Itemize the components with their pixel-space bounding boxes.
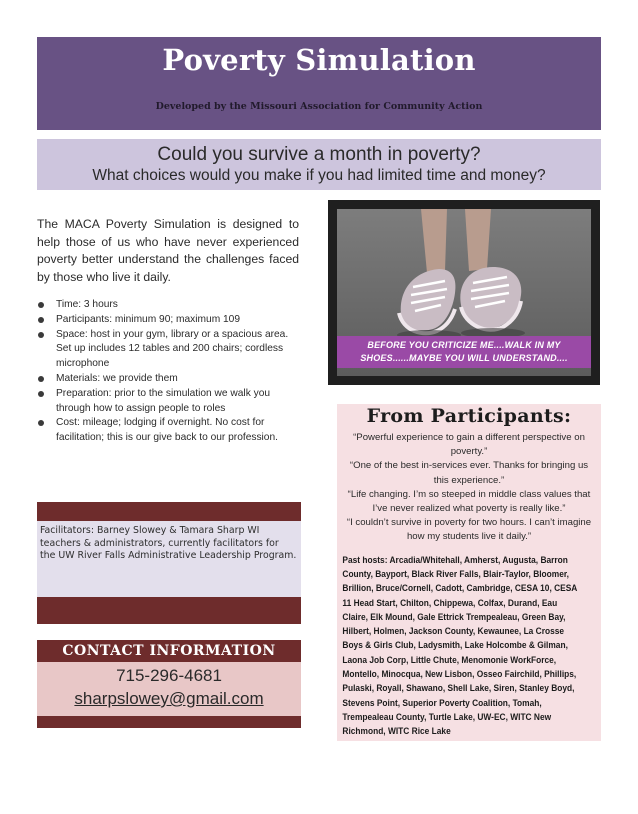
sneakers-photo [337, 209, 591, 376]
list-item: Participants: minimum 90; maximum 109 [37, 313, 305, 328]
contact-phone: 715-296-4681 [116, 666, 222, 685]
details-list [37, 298, 305, 446]
quote: “I couldn’t survive in poverty for two hours. I can’t imagine how my students live it daily.” [346, 517, 592, 543]
contact-bottom-bar [37, 716, 301, 728]
question-line-1: Could you survive a month in poverty? [157, 144, 481, 165]
facilitators-top-bar [37, 502, 301, 521]
contact-box [37, 640, 301, 728]
intro-paragraph: The MACA Poverty Simulation is designed to help those of us who have never experienced poverty better understand the challenges faced by those who live it daily. [37, 217, 299, 284]
list-item: Preparation: prior to the simulation we walk you through how to assign people to roles [37, 387, 305, 417]
contact-heading: CONTACT INFORMATION [37, 640, 301, 662]
participants-title: From Participants: [366, 405, 572, 427]
header-band [37, 37, 601, 130]
contact-email-link[interactable]: sharpslowey@gmail.com [74, 689, 264, 708]
page-title: Poverty Simulation [162, 43, 476, 77]
question-line-2: What choices would you make if you had limited time and money? [92, 167, 546, 184]
list-item: Materials: we provide them [37, 372, 305, 387]
list-item: Space: host in your gym, library or a spacious area. Set up includes 12 tables and 200 chairs; cordless microphone [37, 328, 305, 372]
photo-caption-line-1: BEFORE YOU CRITICIZE ME....WALK IN MY [367, 340, 561, 350]
quote: “One of the best in-services ever. Thanks for bringing us this experience.” [349, 460, 589, 486]
list-item: Time: 3 hours [37, 298, 305, 313]
facilitators-bottom-bar [37, 597, 301, 624]
photo-caption-line-2: SHOES......MAYBE YOU WILL UNDERSTAND.... [360, 353, 568, 363]
photo-frame [328, 200, 600, 385]
facilitators-box: Facilitators: Barney Slowey & Tamara Sharp WI teachers & administrators, currently facilitators for the UW River Falls Administrative Leadership Program. [37, 521, 301, 597]
quote: “Powerful experience to gain a different perspective on poverty.” [353, 432, 585, 458]
photo-caption [337, 336, 591, 368]
list-item: Cost: mileage; lodging if overnight. No cost for facilitation; this is our give back to our profession. [37, 416, 305, 446]
past-hosts: Past hosts: Arcadia/Whitehall, Amherst, Augusta, Barron County, Bayport, Black River Falls, Blair-Taylor, Bloomer, Brillion, Bruce/Cornell, Cadott, Cambridge, CESA 10, CESA 11 Head Start, Chilton, Chippewa, Colfax, Durand, Eau Claire, Elk Mound, Gale Ettrick Trempealeau, Green Bay, Hilbert, Holmen, Jackson County, Kewaunee, La Crosse Boys & Girls Club, Ladysmith, Lake Holcombe & Gilman, Laona Job Corp, Little Chute, Menomonie WorkForce, Montello, Minocqua, New Lisbon, Osseo Fairchild, Phillips, Pulaski, Royall, Shawano, Shell Lake, Siren, Stanley Boyd, Stevens Point, Superior Poverty Coalition, Tomah, Trempealeau County, Turtle Lake, UW-EC, WITC New Richmond, WITC Rice Lake [342, 554, 578, 737]
quote: “Life changing. I’m so steeped in middle class values that I’ve never realized what poverty is really like.” [347, 488, 591, 515]
page-subtitle: Developed by the Missouri Association for Community Action [155, 101, 483, 112]
question-band [37, 139, 601, 190]
participants-box [337, 404, 601, 741]
quotes [337, 431, 601, 545]
